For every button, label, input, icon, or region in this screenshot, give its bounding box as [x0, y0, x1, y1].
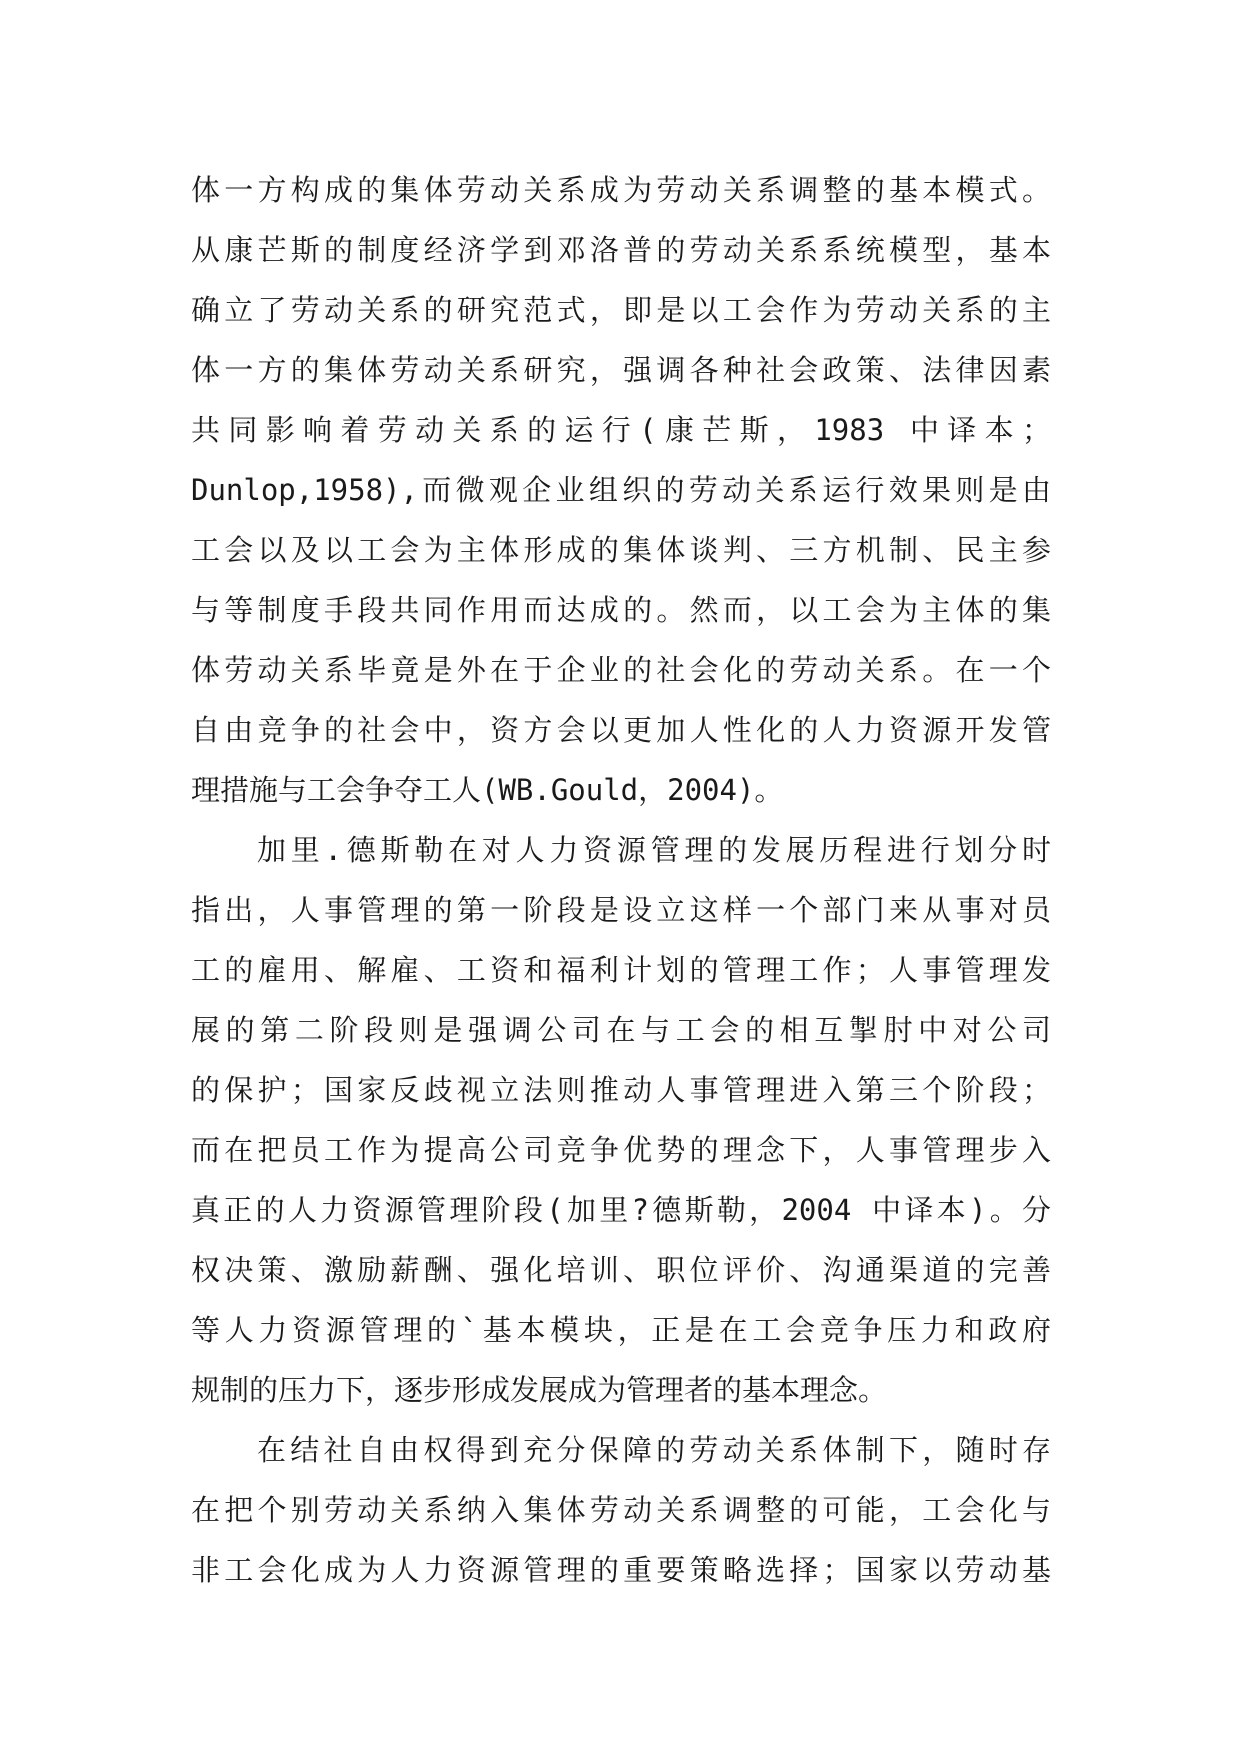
text-line: 工的雇用、解雇、工资和福利计划的管理工作；人事管理发	[191, 953, 1051, 987]
text-line: 在把个别劳动关系纳入集体劳动关系调整的可能，工会化与	[191, 1493, 1051, 1527]
text-line: 体劳动关系毕竟是外在于企业的社会化的劳动关系。在一个	[191, 653, 1051, 687]
text-line: 权决策、激励薪酬、强化培训、职位评价、沟通渠道的完善	[191, 1253, 1051, 1287]
text-line: 确立了劳动关系的研究范式，即是以工会作为劳动关系的主	[191, 293, 1051, 327]
text-line: 工会以及以工会为主体形成的集体谈判、三方机制、民主参	[191, 533, 1051, 567]
text-line: 理措施与工会争夺工人(WB.Gould，2004)。	[191, 773, 784, 807]
text-line: 加里.德斯勒在对人力资源管理的发展历程进行划分时	[257, 833, 1051, 867]
body-text	[191, 160, 1051, 1600]
text-line: 共同影响着劳动关系的运行(康芒斯，1983 中译本；	[191, 413, 1051, 447]
paragraph-3	[191, 1420, 1051, 1600]
text-line: 自由竞争的社会中，资方会以更加人性化的人力资源开发管	[191, 713, 1051, 747]
paragraph-2	[191, 820, 1051, 1420]
text-line: 从康芒斯的制度经济学到邓洛普的劳动关系系统模型，基本	[191, 233, 1051, 267]
text-line: 展的第二阶段则是强调公司在与工会的相互掣肘中对公司	[191, 1013, 1051, 1047]
text-line: 的保护；国家反歧视立法则推动人事管理进入第三个阶段；	[191, 1073, 1051, 1107]
text-line: 在结社自由权得到充分保障的劳动关系体制下，随时存	[257, 1433, 1051, 1467]
paragraph-1	[191, 160, 1051, 820]
text-line: 体一方的集体劳动关系研究，强调各种社会政策、法律因素	[191, 353, 1051, 387]
text-line: 指出，人事管理的第一阶段是设立这样一个部门来从事对员	[191, 893, 1051, 927]
text-line: 与等制度手段共同作用而达成的。然而，以工会为主体的集	[191, 593, 1051, 627]
text-line: 体一方构成的集体劳动关系成为劳动关系调整的基本模式。	[191, 173, 1051, 207]
text-line: 等人力资源管理的`基本模块，正是在工会竞争压力和政府	[191, 1313, 1051, 1347]
text-line: 真正的人力资源管理阶段(加里?德斯勒，2004 中译本)。分	[191, 1193, 1051, 1227]
text-line: Dunlop,1958),而微观企业组织的劳动关系运行效果则是由	[191, 473, 1051, 507]
text-line: 非工会化成为人力资源管理的重要策略选择；国家以劳动基	[191, 1553, 1051, 1587]
text-line: 而在把员工作为提高公司竞争优势的理念下，人事管理步入	[191, 1133, 1051, 1167]
text-line: 规制的压力下，逐步形成发展成为管理者的基本理念。	[191, 1373, 888, 1407]
